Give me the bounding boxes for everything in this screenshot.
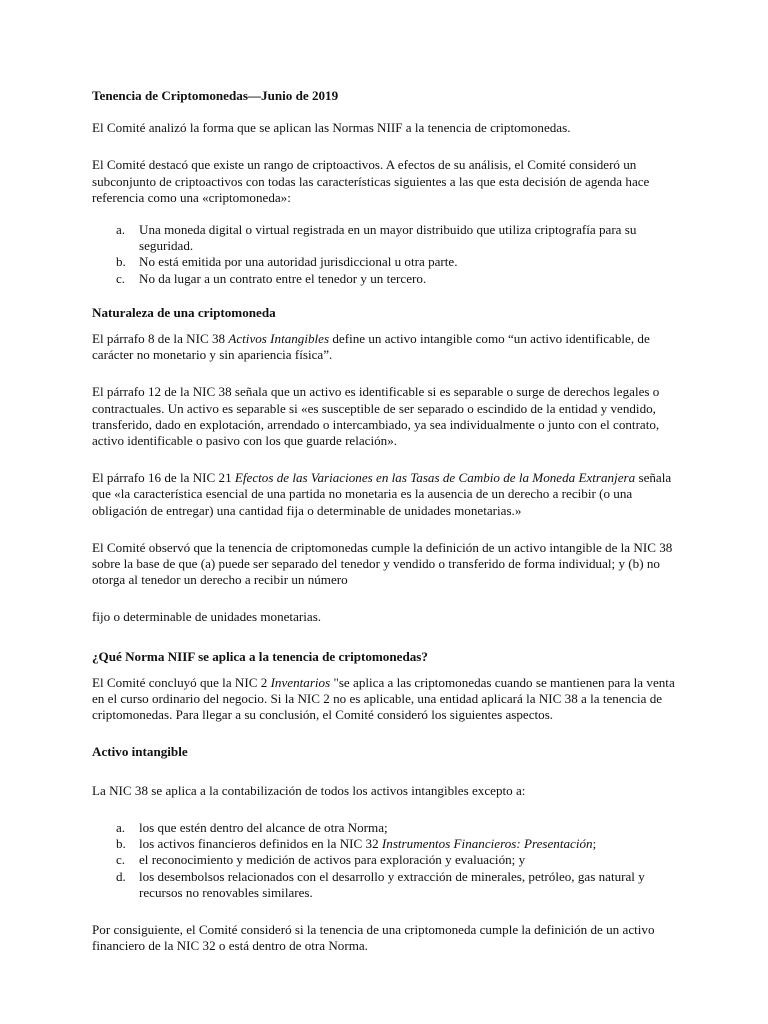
standard-title: Instrumentos Financieros: Presentación <box>381 836 593 852</box>
section-heading-naturaleza: Naturaleza de una criptomoneda <box>92 304 276 320</box>
list-item <box>92 820 682 836</box>
observation-paragraph: El Comité observó que la tenencia de criptomonedas cumple la definición de un activo intangible de la NIC 38 sobre la base de que (a) puede ser separado del tenedor y vendido o transferido de forma individual; y (b) no otorga al tenedor un derecho a recibir un número <box>92 539 673 588</box>
list-item <box>92 869 682 901</box>
list-item-text: No está emitida por una autoridad jurisdiccional u otra parte. <box>139 254 458 270</box>
text-run: define un activo intangible como “un activo identificable, de carácter no monetario y sin apariencia física”. <box>92 331 650 363</box>
observation-continuation: fijo o determinable de unidades monetarias. <box>92 609 322 625</box>
list-item-text: No da lugar a un contrato entre el tenedor y un tercero. <box>139 270 427 286</box>
paragraph-12: El párrafo 12 de la NIC 38 señala que un activo es identificable si es separable o surge de derechos legales o contractuales. Un activo es separable si «es susceptible de ser separado o escindido de la entidad y vendido, transferido, dado en explotación, arrendado o intercambiado, ya sea individualmente o junto con el contrato, activo identificable o pasivo con los que guarde relación». <box>92 384 660 449</box>
text-run: los activos financieros definidos en la NIC 32 <box>139 836 382 852</box>
text-run: El párrafo 16 de la NIC 21 <box>92 470 235 486</box>
list-item <box>92 254 682 270</box>
list-marker: b. <box>116 254 126 270</box>
document-body <box>92 88 682 970</box>
intro-paragraph: El Comité analizó la forma que se aplican las Normas NIIF a la tenencia de criptomonedas. <box>92 120 571 136</box>
text-run: el reconocimiento y medición de activos para exploración y evaluación; y <box>139 852 526 868</box>
paragraph-8 <box>92 331 682 363</box>
text-run: los desembolsos relacionados con el desarrollo y extracción de minerales, petróleo, gas natural y recursos no renovables similares. <box>139 868 645 900</box>
text-run: El párrafo 8 de la NIC 38 <box>92 331 229 347</box>
list-item <box>92 836 682 852</box>
list-marker: a. <box>116 222 126 238</box>
list-item <box>92 852 682 868</box>
document-title: Tenencia de Criptomonedas—Junio de 2019 <box>92 88 339 103</box>
list-item-text: Una moneda digital o virtual registrada en un mayor distribuido que utiliza criptografía para su seguridad. <box>139 222 637 254</box>
text-run: El Comité concluyó que la NIC 2 <box>92 674 271 690</box>
characteristics-list <box>92 222 682 287</box>
paragraph-16 <box>92 470 682 519</box>
list-marker: c. <box>116 270 126 286</box>
standard-title: Activos Intangibles <box>228 331 330 347</box>
rango-paragraph: El Comité destacó que existe un rango de criptoactivos. A efectos de su análisis, el Comité consideró un subconjunto de criptoactivos con todas las características siguientes a las que esta decisión de agenda hace referencia como una «criptomoneda»: <box>92 157 650 205</box>
text-run: los que estén dentro del alcance de otra Norma; <box>139 819 388 835</box>
exceptions-list <box>92 820 682 901</box>
list-marker: c. <box>116 852 126 868</box>
list-marker: a. <box>116 819 126 835</box>
text-run: "se aplica a las criptomonedas cuando se mantienen para la venta en el curso ordinario del negocio. Si la NIC 2 no es aplicable, una entidad aplicará la NIC 38 a la tenencia de criptomonedas. Para llegar a su conclusión, el Comité consideró los siguientes aspectos. <box>92 674 675 723</box>
list-marker: b. <box>116 836 126 852</box>
list-item <box>92 271 682 287</box>
final-paragraph: Por consiguiente, el Comité consideró si la tenencia de una criptomoneda cumple la definición de un activo financiero de la NIC 32 o está dentro de otra Norma. <box>92 921 655 954</box>
text-run: señala que «la característica esencial de una partida no monetaria es la ausencia de un derecho a recibir (o una obligación de entregar) una cantidad fija o determinable de unidades monetarias.» <box>92 470 672 518</box>
standard-title: Inventarios <box>270 674 331 690</box>
section-heading-activo: Activo intangible <box>92 744 188 760</box>
text-run: ; <box>592 836 597 852</box>
standard-title: Efectos de las Variaciones en las Tasas de Cambio de la Moneda Extranjera <box>234 470 636 486</box>
section-heading-norma: ¿Qué Norma NIIF se aplica a la tenencia de criptomonedas? <box>92 648 428 664</box>
nic38-paragraph: La NIC 38 se aplica a la contabilización de todos los activos intangibles excepto a: <box>92 782 526 798</box>
list-marker: d. <box>116 868 126 884</box>
conclusion-paragraph <box>92 675 682 724</box>
list-item <box>92 222 682 254</box>
